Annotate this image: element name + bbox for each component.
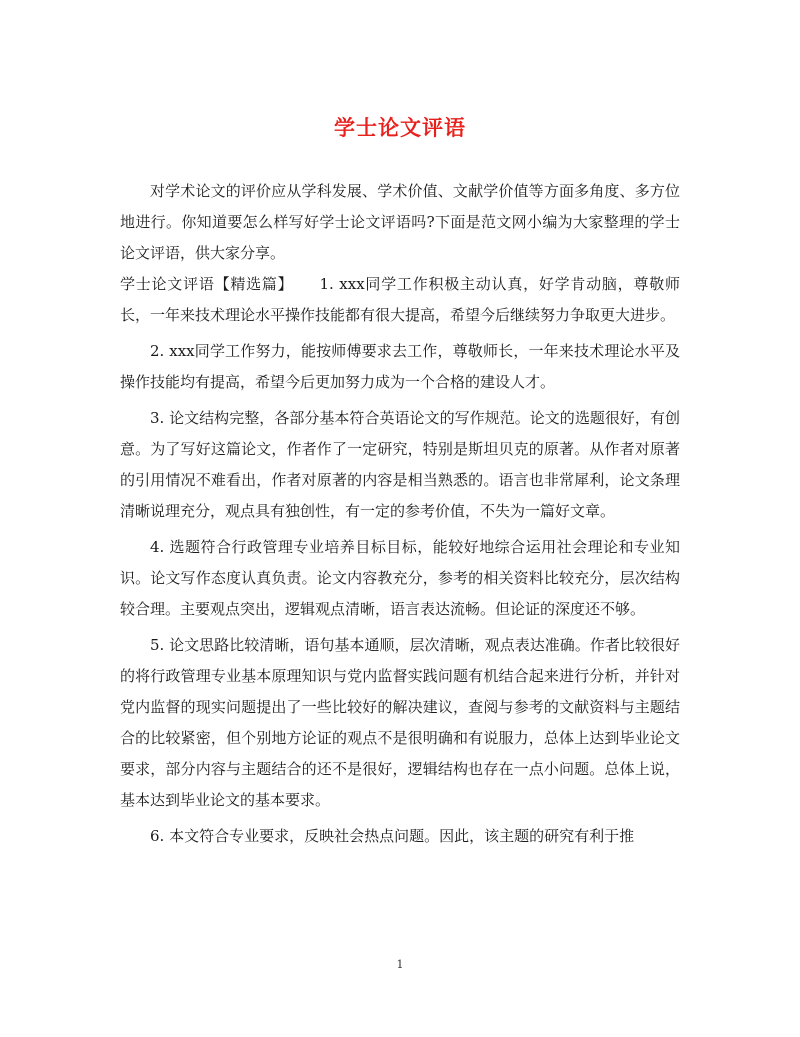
page-number: 1 [396, 958, 404, 971]
comment-item-1: 1. xxx同学工作积极主动认真，好学肯动脑，尊敬师长，一年来技术理论水平操作技能都有很大提高，希望今后继续努力争取更大进步。 [120, 275, 680, 324]
comment-item-6: 6. 本文符合专业要求，反映社会热点问题。因此，该主题的研究有利于推 [150, 827, 635, 845]
intro-paragraph: 对学术论文的评价应从学科发展、学术价值、文献学价值等方面多角度、多方位地进行。你知道要怎么样写好学士论文评语吗?下面是范文网小编为大家整理的学士论文评语，供大家分享。 [120, 182, 680, 262]
comment-item-3: 3. 论文结构完整，各部分基本符合英语论文的写作规范。论文的选题很好，有创意。为了写好这篇论文，作者作了一定研究，特别是斯坦贝克的原著。从作者对原著的引用情况不难看出，作者对原著的内容是相当熟悉的。语言也非常犀利，论文条理清晰说理充分，观点具有独创性，有一定的参考价值，不失为一篇好文章。 [120, 409, 680, 520]
section-paragraph [120, 269, 680, 331]
comment-item-5: 5. 论文思路比较清晰，语句基本通顺，层次清晰，观点表达准确。作者比较很好的将行政管理专业基本原理知识与党内监督实践问题有机结合起来进行分析，并针对党内监督的现实问题提出了一些比较好的解决建议，查阅与参考的文献资料与主题结合的比较紧密，但个别地方论证的观点不是很明确和有说服力，总体上达到毕业论文要求，部分内容与主题结合的还不是很好，逻辑结构也存在一点小问题。总体上说，基本达到毕业论文的基本要求。 [120, 636, 680, 809]
comment-item-4: 4. 选题符合行政管理专业培养目标目标，能较好地综合运用社会理论和专业知识。论文写作态度认真负责。论文内容教充分，参考的相关资料比较充分，层次结构较合理。主要观点突出，逻辑观点清晰，语言表达流畅。但论证的深度还不够。 [120, 538, 680, 618]
comment-item-2: 2. xxx同学工作努力，能按师傅要求去工作，尊敬师长，一年来技术理论水平及操作技能均有提高，希望今后更加努力成为一个合格的建设人才。 [120, 342, 680, 391]
document-body [120, 176, 680, 857]
section-heading: 学士论文评语【精选篇】 [120, 275, 294, 293]
document-title: 学士论文评语 [334, 116, 466, 140]
